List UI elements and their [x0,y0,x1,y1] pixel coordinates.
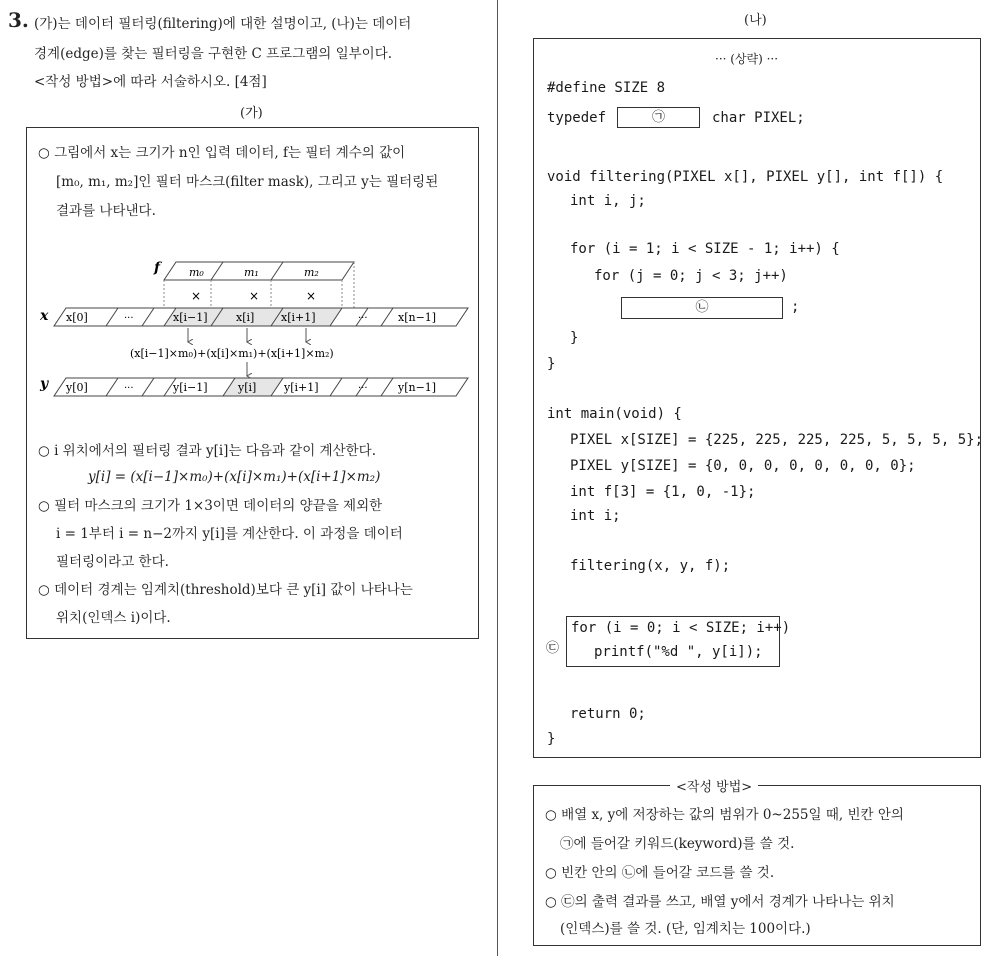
code-semicolon: ; [791,299,800,315]
question-stem-line-1: (가)는 데이터 필터링(filtering)에 대한 설명이고, (나)는 데이터 [34,16,412,32]
x-cell-i-1: x[i−1] [173,311,208,324]
blank-1-box [617,107,700,128]
x-cell-0: x[0] [66,311,88,324]
code-close-inner: } [570,330,579,346]
code-decl-f: int f[3] = {1, 0, -1}; [570,484,756,500]
blank-2-marker: ㉡ [695,300,709,315]
code-main-sig: int main(void) { [547,406,682,422]
f-cell-m0: m₀ [189,266,204,279]
method-line-3: ○ 빈칸 안의 ㉡에 들어갈 코드를 쓸 것. [545,865,775,881]
f-cell-m2: m₂ [304,266,319,279]
part-a-bullet-2c: 필터링이라고 한다. [56,554,169,570]
code-return: return 0; [570,706,646,722]
part-a-bullet-1: ○ i 위치에서의 필터링 결과 y[i]는 다음과 같이 계산한다. [38,443,377,459]
code-close-main: } [547,731,556,747]
code-for-i: for (i = 1; i < SIZE - 1; i++) { [570,241,840,257]
blank-1-marker: ㉠ [651,110,665,125]
part-a-bullet-3a: ○ 데이터 경계는 임계치(threshold)보다 큰 y[i] 값이 나타나는 [38,582,413,598]
y-cell-0: y[0] [66,381,88,394]
f-cell-m1: m₁ [244,266,259,279]
f-row-label: f [154,260,161,276]
method-line-2: ㉠에 들어갈 키워드(keyword)를 쓸 것. [560,836,795,852]
x-cell-dots-1: ··· [124,313,134,324]
x-cell-i: x[i] [236,311,255,324]
x-cell-dots-2: ··· [358,313,368,324]
part-b-label: (나) [744,13,767,28]
code-close-func: } [547,356,556,372]
mark-3: ㉢ [546,641,560,656]
code-func-sig: void filtering(PIXEL x[], PIXEL y[], int f[]) { [547,169,944,185]
method-title-text: <작성 방법> [676,780,753,795]
code-typedef-post: char PIXEL; [712,110,805,126]
question-stem-line-2: 경계(edge)를 찾는 필터링을 구현한 C 프로그램의 일부이다. [34,46,393,62]
code-decl-i: int i; [570,508,621,524]
x-row-label: x [40,308,49,324]
part-a-bullet-2a: ○ 필터 마스크의 크기가 1×3이면 데이터의 양끝을 제외한 [38,498,383,514]
filter-figure [36,250,472,420]
question-number: 3. [8,8,29,32]
y-cell-n-1: y[n−1] [398,381,437,394]
method-line-5: (인덱스)를 쓸 것. (단, 임계치는 100이다.) [560,921,811,937]
y-row-label: y [40,376,49,392]
omitted-marker: ··· (상략) ··· [715,52,779,66]
blank-2-box [621,297,783,319]
y-cell-i: y[i] [238,381,257,394]
part-a-label: (가) [240,106,263,121]
method-line-4: ○ ㉢의 출력 결과를 쓰고, 배열 y에서 경계가 나타나는 위치 [545,894,895,910]
method-title [670,776,758,795]
y-cell-i+1: y[i+1] [284,381,319,394]
code-decl-ij: int i, j; [570,193,646,209]
code-typedef: typedef [547,110,607,126]
sum-expression: (x[i−1]×m₀)+(x[i]×m₁)+(x[i+1]×m₂) [130,347,334,360]
code-define: #define SIZE 8 [547,80,666,96]
mult-sign-1: × [191,289,202,303]
part-a-formula: y[i] = (x[i−1]×m₀)+(x[i]×m₁)+(x[i+1]×m₂) [88,469,381,485]
code-print-stmt: printf("%d ", y[i]); [594,644,763,660]
question-stem-line-3: <작성 방법>에 따라 서술하시오. [4점] [34,74,267,90]
code-call: filtering(x, y, f); [570,558,731,574]
mult-sign-2: × [249,289,260,303]
y-cell-dots-1: ··· [124,383,134,394]
part-a-intro-line-2: [m₀, m₁, m₂]인 필터 마스크(filter mask), 그리고 y는 필터링된 [56,174,439,190]
part-a-bullet-3b: 위치(인덱스 i)이다. [56,610,171,626]
method-line-1: ○ 배열 x, y에 저장하는 값의 범위가 0~255일 때, 빈칸 안의 [545,807,904,823]
part-a-intro-line-3: 결과를 나타낸다. [56,203,156,219]
code-decl-y: PIXEL y[SIZE] = {0, 0, 0, 0, 0, 0, 0, 0}; [570,458,916,474]
code-for-j: for (j = 0; j < 3; j++) [594,268,788,284]
x-cell-i+1: x[i+1] [281,311,316,324]
mult-sign-3: × [306,289,317,303]
part-a-bullet-2b: i = 1부터 i = n−2까지 y[i]를 계산한다. 이 과정을 데이터 [56,526,403,542]
x-cell-n-1: x[n−1] [398,311,437,324]
part-a-intro-line-1: ○ 그림에서 x는 크기가 n인 입력 데이터, f는 필터 계수의 값이 [38,145,406,161]
y-cell-i-1: y[i−1] [173,381,208,394]
column-divider [497,0,498,956]
code-print-for: for (i = 0; i < SIZE; i++) [571,620,791,636]
code-decl-x: PIXEL x[SIZE] = {225, 225, 225, 225, 5, 5, 5, 5}; [570,432,984,448]
y-cell-dots-2: ··· [358,383,368,394]
